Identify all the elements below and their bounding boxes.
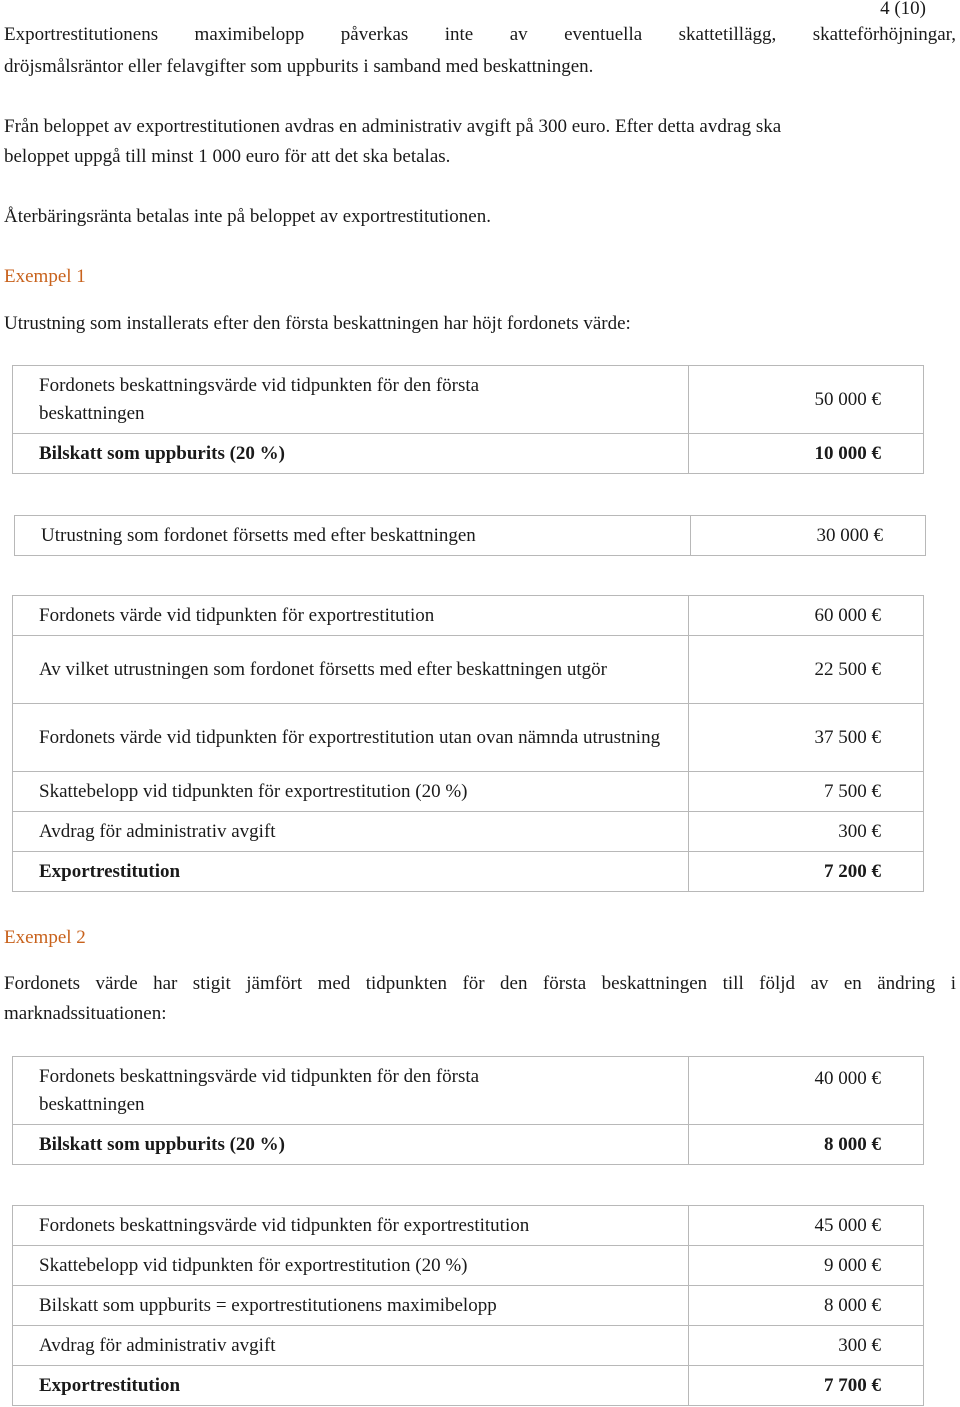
example-2-intro-line: marknadssituationen: bbox=[4, 1003, 167, 1024]
table-row bbox=[13, 812, 924, 852]
example-1-heading: Exempel 1 bbox=[4, 266, 86, 287]
table-cell-label: Avdrag för administrativ avgift bbox=[13, 812, 689, 852]
page-number: 4 (10) bbox=[880, 0, 926, 19]
table-cell-label: Fordonets värde vid tidpunkten för exportrestitution utan ovan nämnda utrustning bbox=[13, 704, 689, 772]
table-cell-value: 37 500 € bbox=[689, 704, 924, 772]
table-row bbox=[15, 516, 926, 556]
table-cell-value: 8 000 € bbox=[689, 1286, 924, 1326]
table-row bbox=[13, 434, 924, 474]
table-row bbox=[13, 1326, 924, 1366]
table-cell-value: 300 € bbox=[689, 1326, 924, 1366]
example-1-intro: Utrustning som installerats efter den första beskattningen har höjt fordonets värde: bbox=[4, 313, 631, 334]
table-cell-value: 40 000 € bbox=[689, 1057, 924, 1125]
table-cell-value: 45 000 € bbox=[689, 1206, 924, 1246]
table-row bbox=[13, 772, 924, 812]
table-cell-label: Utrustning som fordonet försetts med efter beskattningen bbox=[15, 516, 691, 556]
table-row bbox=[13, 1057, 924, 1125]
table-cell-label: Fordonets värde vid tidpunkten för exportrestitution bbox=[13, 596, 689, 636]
paragraph-line: beloppet uppgå till minst 1 000 euro för att det ska betalas. bbox=[4, 146, 451, 167]
table-row bbox=[13, 1125, 924, 1165]
table-row bbox=[13, 852, 924, 892]
table-cell-label: Avdrag för administrativ avgift bbox=[13, 1326, 689, 1366]
paragraph: Återbäringsränta betalas inte på beloppet av exportrestitutionen. bbox=[4, 206, 491, 227]
table-cell-label: Fordonets beskattningsvärde vid tidpunkten för den första beskattningen bbox=[13, 1057, 689, 1125]
table-cell-value: 300 € bbox=[689, 812, 924, 852]
table-row bbox=[13, 1366, 924, 1406]
table-cell-label: Exportrestitution bbox=[13, 1366, 689, 1406]
table-cell-label: Bilskatt som uppburits (20 %) bbox=[13, 1125, 689, 1165]
table-row bbox=[13, 1206, 924, 1246]
table-cell-label: Bilskatt som uppburits = exportrestitutionens maximibelopp bbox=[13, 1286, 689, 1326]
paragraph-line: Exportrestitutionens maximibelopp påverkas inte av eventuella skattetillägg, skatteförhöjningar, bbox=[4, 24, 956, 45]
example-2-heading: Exempel 2 bbox=[4, 927, 86, 948]
table-row bbox=[13, 704, 924, 772]
table-cell-value: 8 000 € bbox=[689, 1125, 924, 1165]
example-2-table-restitution bbox=[12, 1205, 924, 1406]
example-1-table-equipment bbox=[14, 515, 926, 556]
table-cell-value: 22 500 € bbox=[689, 636, 924, 704]
table-cell-label: Av vilket utrustningen som fordonet försetts med efter beskattningen utgör bbox=[13, 636, 689, 704]
table-cell-label: Fordonets beskattningsvärde vid tidpunkten för den första beskattningen bbox=[13, 366, 689, 434]
table-cell-value: 10 000 € bbox=[689, 434, 924, 474]
table-cell-value: 30 000 € bbox=[691, 516, 926, 556]
table-cell-value: 7 200 € bbox=[689, 852, 924, 892]
table-cell-value: 7 500 € bbox=[689, 772, 924, 812]
table-cell-label: Skattebelopp vid tidpunkten för exportrestitution (20 %) bbox=[13, 772, 689, 812]
table-cell-label: Bilskatt som uppburits (20 %) bbox=[13, 434, 689, 474]
table-row bbox=[13, 636, 924, 704]
table-cell-label: Skattebelopp vid tidpunkten för exportrestitution (20 %) bbox=[13, 1246, 689, 1286]
table-row bbox=[13, 1286, 924, 1326]
table-cell-value: 60 000 € bbox=[689, 596, 924, 636]
table-row bbox=[13, 366, 924, 434]
table-row bbox=[13, 596, 924, 636]
table-cell-label: Exportrestitution bbox=[13, 852, 689, 892]
table-cell-label: Fordonets beskattningsvärde vid tidpunkten för exportrestitution bbox=[13, 1206, 689, 1246]
example-2-intro-line: Fordonets värde har stigit jämfört med tidpunkten för den första beskattningen till följd av en ändring i bbox=[4, 973, 956, 994]
paragraph-line: dröjsmålsräntor eller felavgifter som uppburits i samband med beskattningen. bbox=[4, 56, 594, 77]
example-2-table-initial bbox=[12, 1056, 924, 1165]
table-cell-value: 50 000 € bbox=[689, 366, 924, 434]
table-cell-value: 9 000 € bbox=[689, 1246, 924, 1286]
paragraph-line: Från beloppet av exportrestitutionen avdras en administrativ avgift på 300 euro. Efter detta avdrag ska bbox=[4, 116, 782, 137]
table-cell-value: 7 700 € bbox=[689, 1366, 924, 1406]
example-1-table-restitution bbox=[12, 595, 924, 892]
example-1-table-initial bbox=[12, 365, 924, 474]
table-row bbox=[13, 1246, 924, 1286]
